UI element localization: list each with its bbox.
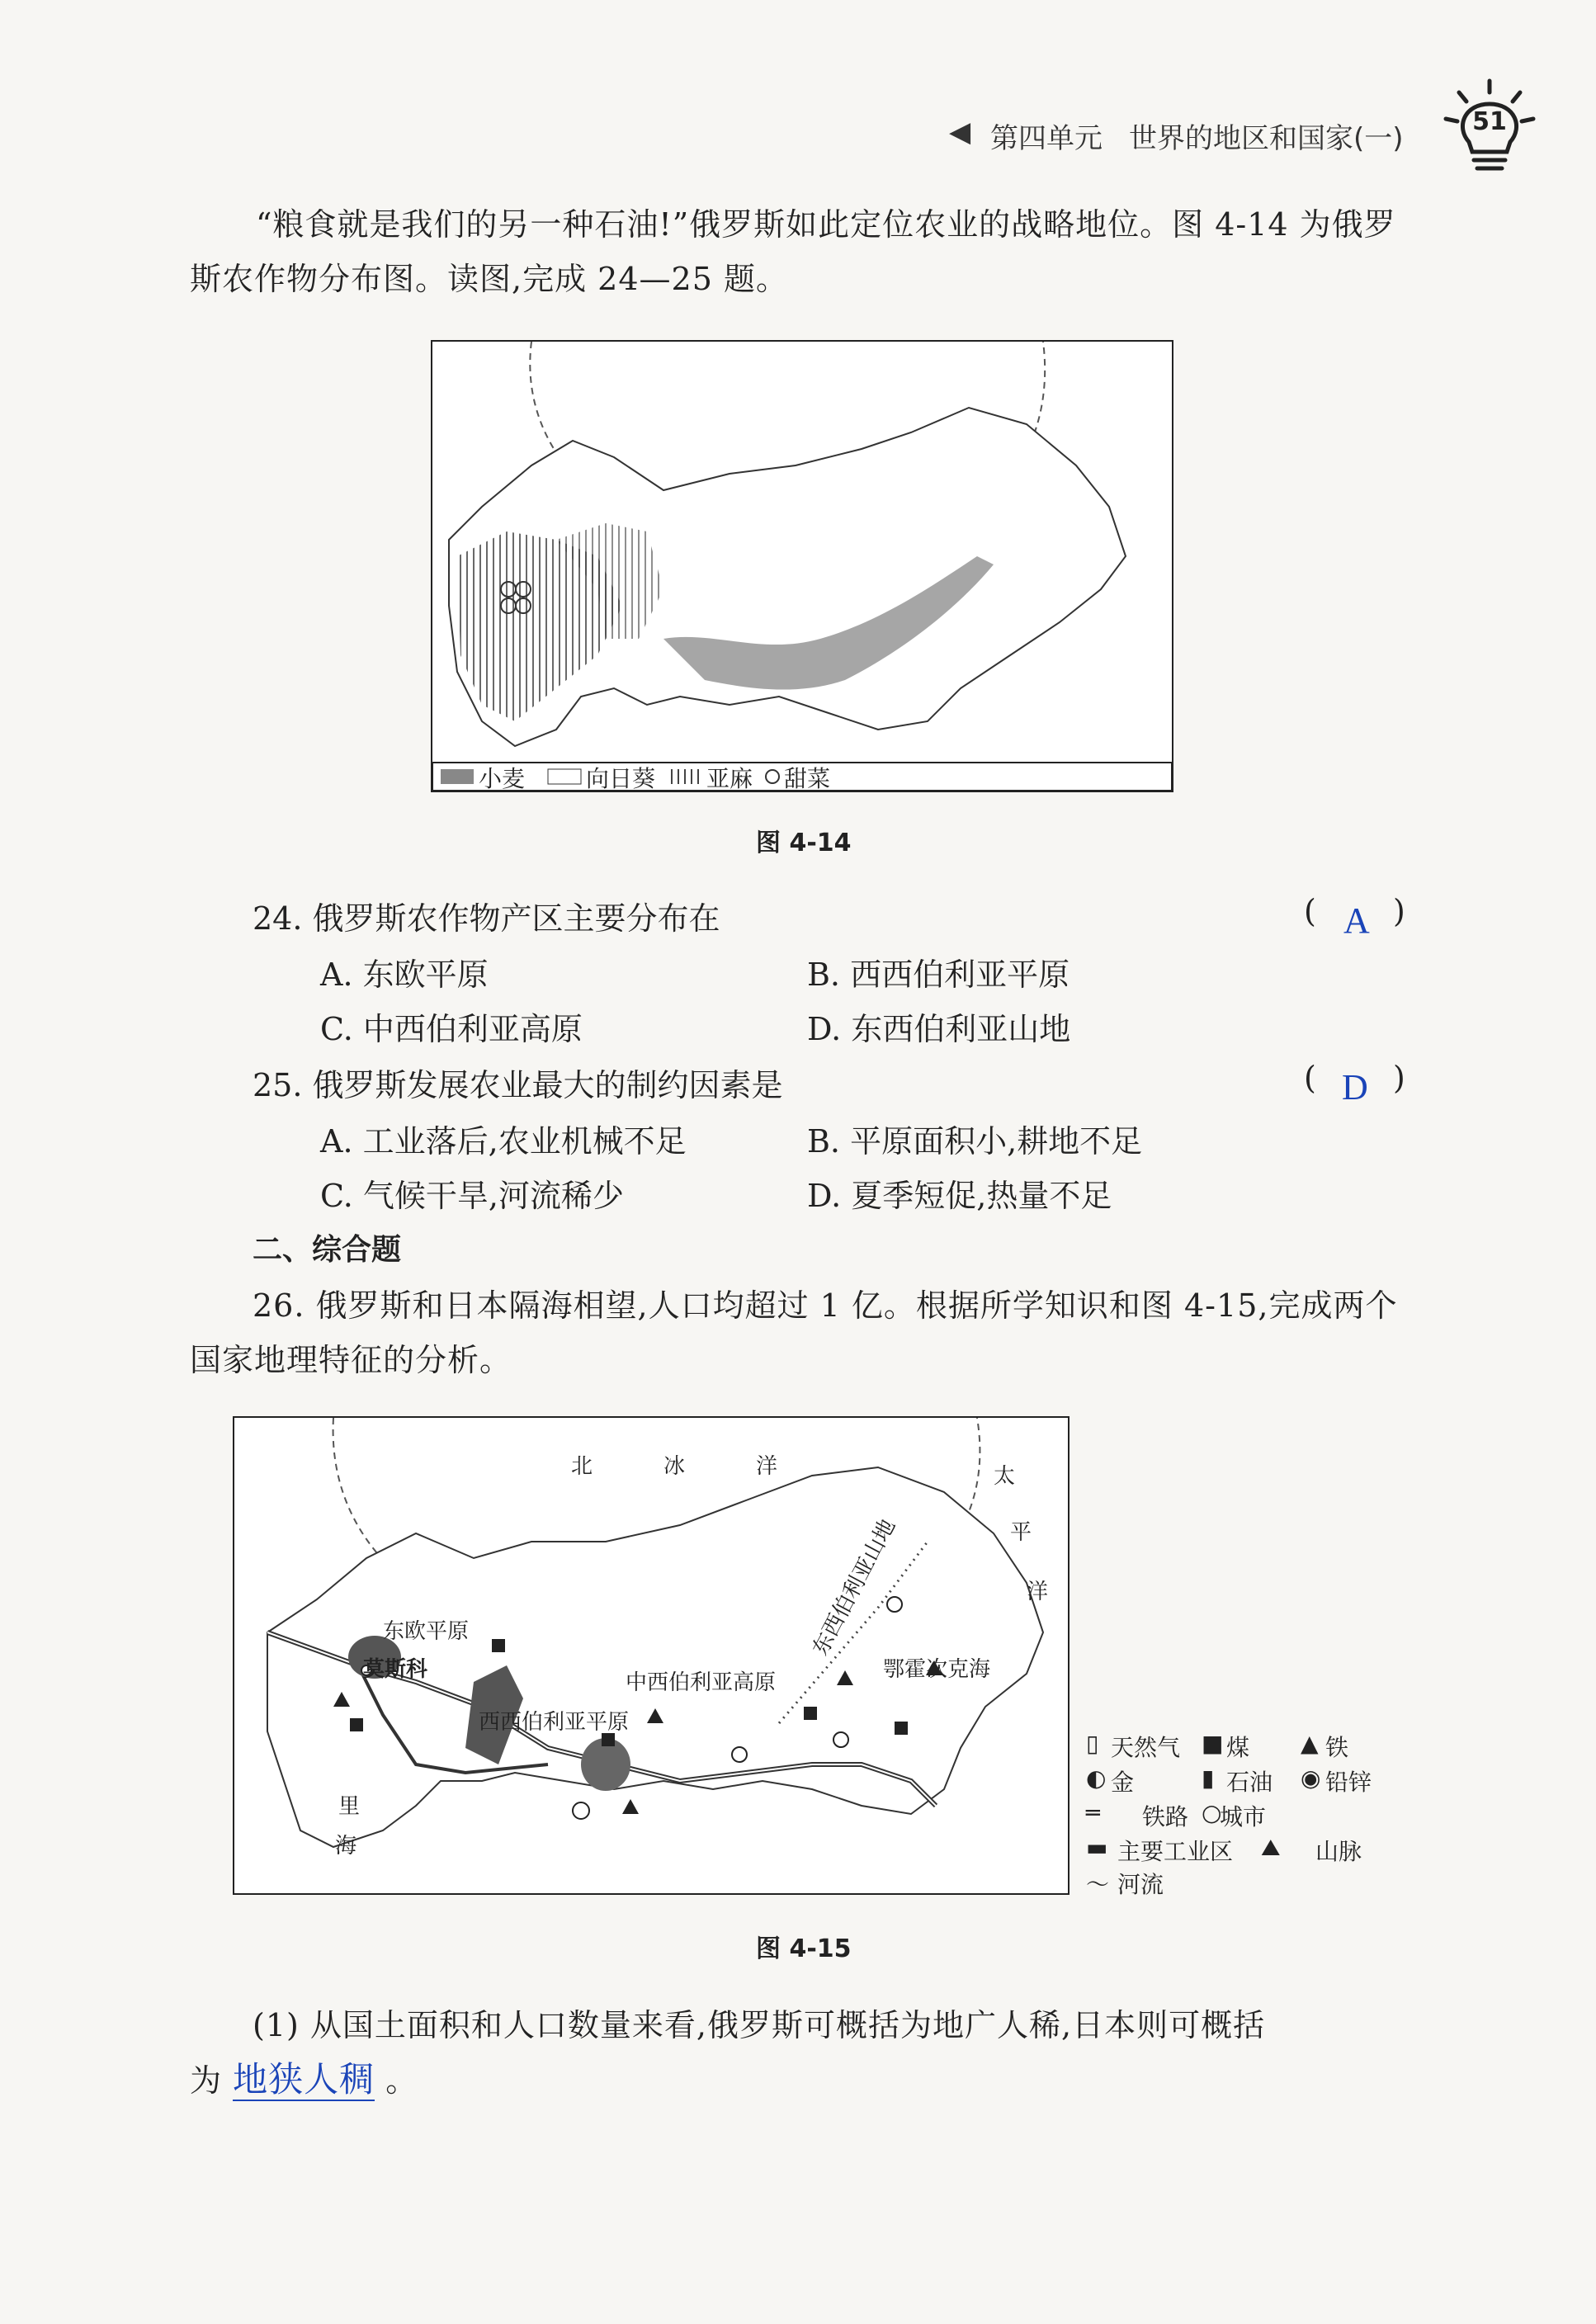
q24-option-b: B. 西西伯利亚平原 — [807, 957, 1070, 993]
q25-paren-open: ( — [1304, 1060, 1316, 1096]
legend-oil-icon: ▮ — [1202, 1764, 1215, 1792]
header-title: 世界的地区和国家(一) — [1129, 122, 1404, 155]
legend-oil: 石油 — [1226, 1769, 1273, 1796]
intro-line-2: 斯农作物分布图。读图,完成 24—25 题。 — [190, 261, 788, 297]
q26-line-2: 国家地理特征的分析。 — [190, 1342, 512, 1378]
map-label-hai: 海 — [335, 1834, 357, 1859]
legend-mountain-icon: ⛰ — [1261, 1834, 1281, 1861]
q26-1-line-1: (1) 从国土面积和人口数量来看,俄罗斯可概括为地广人稀,日本则可概括 — [253, 2007, 1266, 2043]
q25-stem: 25. 俄罗斯发展农业最大的制约因素是 — [253, 1067, 783, 1103]
legend-iron: 铁 — [1325, 1734, 1349, 1761]
legend-city-icon: ○ — [1202, 1799, 1222, 1826]
q25-option-a: A. 工业落后,农业机械不足 — [320, 1123, 687, 1160]
q24-option-c: C. 中西伯利亚高原 — [320, 1011, 583, 1047]
legend-gas-icon: ▯ — [1086, 1730, 1099, 1757]
q24-paren-open: ( — [1304, 893, 1316, 929]
q25-option-d: D. 夏季短促,热量不足 — [807, 1178, 1112, 1214]
header-arrow-icon: ◀ — [949, 116, 971, 149]
map-label-zhongxi: 中西伯利亚高原 — [626, 1670, 777, 1695]
q25-option-b: B. 平原面积小,耕地不足 — [807, 1123, 1143, 1160]
map-label-xixi: 西西伯利亚平原 — [479, 1710, 630, 1735]
map-label-li: 里 — [338, 1794, 361, 1819]
legend-city: 城市 — [1220, 1803, 1267, 1830]
legend-mountain: 山脉 — [1315, 1838, 1362, 1865]
legend-river: 河流 — [1117, 1871, 1164, 1898]
map-label-bing: 冰 — [663, 1454, 686, 1479]
map-label-dongxi: 东西伯利亚山地 — [808, 1515, 901, 1660]
q26-1-prefix: 为 — [190, 2062, 223, 2099]
map-label-moscow: 莫斯科 — [363, 1657, 428, 1682]
q24-option-a: A. 东欧平原 — [320, 957, 489, 993]
russia-crop-map — [432, 342, 1172, 791]
legend-sunflower: 向日葵 — [586, 765, 656, 792]
figure-4-15-map — [233, 1416, 1070, 1895]
figure-4-15-caption: 图 4-15 — [756, 1934, 852, 1963]
q24-paren-close: ) — [1393, 893, 1405, 929]
q26-line-1: 26. 俄罗斯和日本隔海相望,人口均超过 1 亿。根据所学知识和图 4-15,完成两个 — [253, 1287, 1398, 1324]
legend-wheat: 小麦 — [479, 765, 526, 792]
header-unit: 第四单元 — [990, 122, 1103, 155]
q26-1-suffix: 。 — [385, 2062, 418, 2099]
legend-iron-icon: ▲ — [1301, 1730, 1319, 1757]
q25-option-c: C. 气候干旱,河流稀少 — [320, 1178, 624, 1214]
legend-railway-icon: ═ — [1086, 1799, 1100, 1826]
legend-railway: 铁路 — [1142, 1803, 1189, 1830]
q24-stem: 24. 俄罗斯农作物产区主要分布在 — [253, 900, 720, 937]
legend-industrial-icon: ▬ — [1086, 1834, 1108, 1861]
legend-coal: 煤 — [1226, 1734, 1250, 1761]
map-label-yang2: 洋 — [1027, 1580, 1049, 1604]
legend-gold-icon: ◐ — [1086, 1764, 1107, 1792]
legend-flax: 亚麻 — [706, 765, 753, 792]
q24-option-d: D. 东西伯利亚山地 — [807, 1011, 1071, 1047]
figure-4-14-caption: 图 4-14 — [756, 829, 852, 857]
q25-paren-close: ) — [1393, 1060, 1405, 1096]
legend-industrial: 主要工业区 — [1117, 1838, 1234, 1865]
q26-1-line-2 — [190, 2053, 418, 2107]
page-number: 51 — [1472, 107, 1507, 136]
legend-leadzinc-icon: ◉ — [1301, 1764, 1321, 1792]
intro-line-1: “粮食就是我们的另一种石油!”俄罗斯如此定位农业的战略地位。图 4-14 为俄罗 — [256, 206, 1396, 243]
map-label-ping: 平 — [1010, 1520, 1032, 1545]
q26-1-answer: 地狭人稠 — [233, 2059, 375, 2100]
q25-answer: D — [1342, 1067, 1368, 1108]
map-label-okhotsk: 鄂霍次克海 — [883, 1657, 991, 1682]
legend-coal-icon: ■ — [1202, 1730, 1224, 1757]
legend-beet: 甜菜 — [784, 765, 831, 792]
section-2-title: 二、综合题 — [253, 1233, 402, 1267]
legend-gas: 天然气 — [1111, 1734, 1181, 1761]
q24-answer: A — [1343, 900, 1370, 941]
map-label-dongou: 东欧平原 — [383, 1619, 470, 1644]
legend-river-icon: 〜 — [1086, 1871, 1110, 1898]
map-label-bei: 北 — [571, 1454, 593, 1479]
legend-gold: 金 — [1111, 1769, 1135, 1796]
map-label-tai: 太 — [994, 1464, 1016, 1489]
map-label-yang: 洋 — [756, 1454, 778, 1479]
figure-4-14-map — [431, 340, 1173, 792]
legend-leadzinc: 铅锌 — [1325, 1769, 1372, 1796]
